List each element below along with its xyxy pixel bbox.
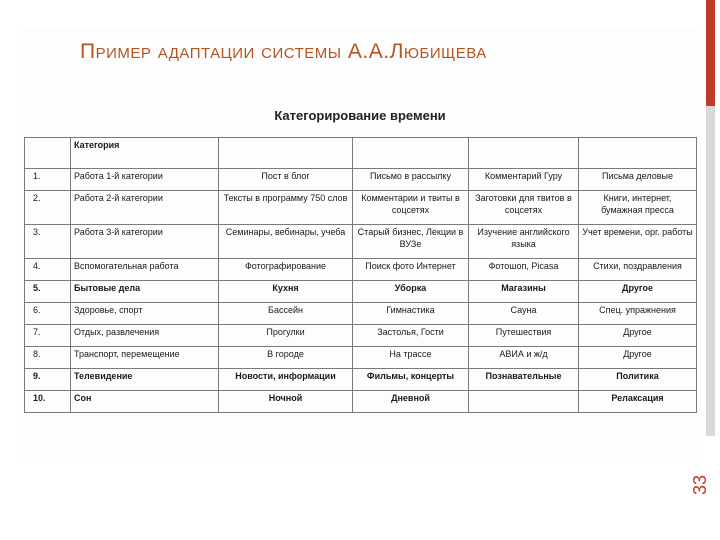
table-cell: Прогулки: [219, 325, 353, 347]
accent-bar-red: [706, 0, 715, 106]
table-cell: Бассейн: [219, 303, 353, 325]
table-cell: Кухня: [219, 281, 353, 303]
table-cell: Путешествия: [469, 325, 579, 347]
header-cell-num: [25, 138, 71, 169]
table-row: [25, 281, 697, 303]
table-caption: Категорирование времени: [274, 108, 446, 123]
table-cell: В городе: [219, 347, 353, 369]
row-category: Транспорт, перемещение: [71, 347, 219, 369]
table-cell: Семинары, вебинары, учеба: [219, 225, 353, 259]
page-number: 33: [690, 474, 710, 495]
table-cell: Старый бизнес, Лекции в ВУЗе: [353, 225, 469, 259]
row-category: Сон: [71, 391, 219, 413]
table-cell: Дневной: [353, 391, 469, 413]
table-cell: Изучение английского языка: [469, 225, 579, 259]
table-cell: Письма деловые: [579, 169, 697, 191]
table-cell: Другое: [579, 325, 697, 347]
table-cell: Книги, интернет, бумажная пресса: [579, 191, 697, 225]
table-cell: Фильмы, концерты: [353, 369, 469, 391]
row-number: 2.: [25, 191, 71, 225]
row-category: Телевидение: [71, 369, 219, 391]
table-cell: Заготовки для твитов в соцсетях: [469, 191, 579, 225]
row-number: 4.: [25, 259, 71, 281]
table-cell: Спец. упражнения: [579, 303, 697, 325]
row-category: Здоровье, спорт: [71, 303, 219, 325]
table-row: [25, 191, 697, 225]
table-cell: Гимнастика: [353, 303, 469, 325]
accent-bar-gray: [706, 106, 715, 436]
table-cell: АВИА и ж/д: [469, 347, 579, 369]
table-row: [25, 369, 697, 391]
header-cell-c4: [579, 138, 697, 169]
slide-title: Пример адаптации системы А.А.Любищева: [80, 40, 487, 63]
table-cell: Фотошоп, Picasa: [469, 259, 579, 281]
table-cell: Тексты в программу 750 слов: [219, 191, 353, 225]
row-number: 10.: [25, 391, 71, 413]
table-cell: Комментарии и твиты в соцсетях: [353, 191, 469, 225]
table-row: [25, 225, 697, 259]
row-number: 8.: [25, 347, 71, 369]
header-cell-c3: [469, 138, 579, 169]
table-cell: [469, 391, 579, 413]
row-number: 5.: [25, 281, 71, 303]
header-cell-c2: [353, 138, 469, 169]
table-cell: Новости, информации: [219, 369, 353, 391]
table-header-row: [25, 138, 697, 169]
row-category: Отдых, развлечения: [71, 325, 219, 347]
table-cell: Поиск фото Интернет: [353, 259, 469, 281]
table-cell: На трассе: [353, 347, 469, 369]
table-cell: Другое: [579, 281, 697, 303]
row-number: 6.: [25, 303, 71, 325]
table-cell: Сауна: [469, 303, 579, 325]
row-category: Работа 1-й категории: [71, 169, 219, 191]
table-cell: Стихи, поздравления: [579, 259, 697, 281]
time-category-table: [24, 137, 697, 413]
row-category: Вспомогательная работа: [71, 259, 219, 281]
table-row: [25, 303, 697, 325]
table-cell: Познавательные: [469, 369, 579, 391]
table-cell: Учет времени, орг. работы: [579, 225, 697, 259]
row-category: Бытовые дела: [71, 281, 219, 303]
table-cell: Письмо в рассылку: [353, 169, 469, 191]
table-cell: Фотографирование: [219, 259, 353, 281]
row-number: 3.: [25, 225, 71, 259]
table-cell: Политика: [579, 369, 697, 391]
table-cell: Ночной: [219, 391, 353, 413]
row-category: Работа 2-й категории: [71, 191, 219, 225]
table-row: [25, 259, 697, 281]
table-cell: Другое: [579, 347, 697, 369]
table-row: [25, 325, 697, 347]
table-row: [25, 169, 697, 191]
table-cell: Застолья, Гости: [353, 325, 469, 347]
table-row: [25, 391, 697, 413]
row-category: Работа 3-й категории: [71, 225, 219, 259]
header-cell-c1: [219, 138, 353, 169]
table-cell: Уборка: [353, 281, 469, 303]
table-cell: Пост в блог: [219, 169, 353, 191]
table-row: [25, 347, 697, 369]
row-number: 7.: [25, 325, 71, 347]
table-cell: Комментарий Гуру: [469, 169, 579, 191]
table-cell: Магазины: [469, 281, 579, 303]
header-cell-category: Категория: [71, 138, 219, 169]
table-cell: Релаксация: [579, 391, 697, 413]
row-number: 9.: [25, 369, 71, 391]
row-number: 1.: [25, 169, 71, 191]
